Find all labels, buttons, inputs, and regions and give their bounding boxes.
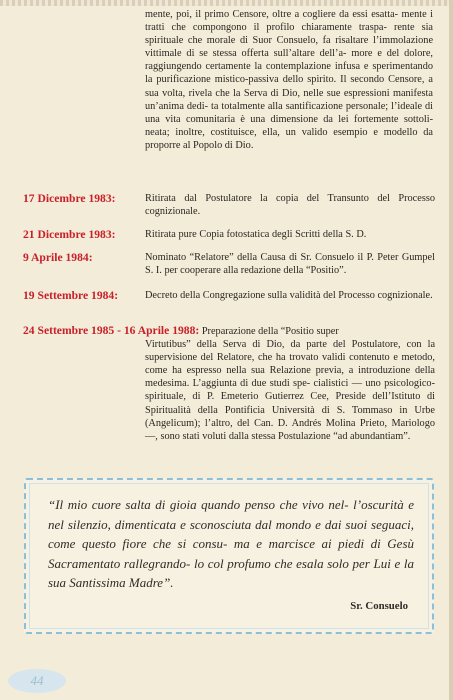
entry-date: 24 Settembre 1985 - 16 Aprile 1988:: [23, 324, 200, 337]
entry-line: Gutierrez Cee, Preside dell’Istituto di Spiritualità della: [145, 391, 435, 416]
entry-line: la supervisione del Relatore, che ha trovato validi contenuto: [145, 339, 436, 364]
entry-text: Nominato “Relatore” della Causa di Sr. Consuelo il P. Peter Gumpel S. I. per cooperare alla redazione della “Positio”.: [145, 252, 435, 277]
entry-text: Ritirata dal Postulatore la copia del Transunto del Processo cognizionale.: [145, 193, 435, 218]
entry-line: sono stati voluti dalla stessa Postulazione “ad abundantiam”.: [160, 430, 411, 442]
quote-line: l’oscurità e nel silenzio, dimenticata e sconosciuta dal: [48, 497, 415, 532]
quote-box: [24, 478, 434, 634]
quote-line: “Il mio cuore salta di gioia quando penso che vivo nel-: [48, 497, 349, 512]
quote-text: [48, 495, 414, 593]
intro-paragraph: [145, 8, 433, 152]
page-number: 44: [30, 673, 44, 688]
entry-line: l’altro, del Can. D. Andrés Molina Prieto, Mariologo —,: [145, 417, 435, 442]
intro-line: da proporre al Popolo di Dio.: [145, 126, 433, 151]
entry-line: e metodo, come ha espresso nella sua Relazione previa, a: [145, 352, 436, 377]
chronology-entry: [23, 192, 435, 218]
page-edge: [449, 0, 453, 700]
entry-date: 9 Aprile 1984:: [23, 251, 93, 264]
top-border-decoration: [0, 0, 453, 6]
entry-date: 21 Dicembre 1983:: [23, 228, 116, 241]
wide-entry-continuation: [23, 338, 435, 443]
entry-line: Pontificia Università di S. Tommaso in Urbe (Angelicum);: [145, 404, 436, 429]
entry-line: Virtutibus” della Serva di Dio, da parte del Postulatore, con: [145, 339, 422, 351]
intro-line: more e del dolore, raggiungendo certamente la contemplazione: [145, 48, 434, 73]
page-number-badge: [8, 669, 66, 693]
entry-line: cialistici — uno psicologico-spirituale, di P. Emeterio: [145, 378, 436, 403]
intro-line: rente sia spirituale che morale di Suor Consuelo, fa risaltare: [145, 22, 434, 47]
intro-line: ta totalmente alla santificazione personale; l’ideale di una: [145, 100, 433, 125]
chronology-entry-wide: [23, 324, 435, 443]
intro-line: vita comunitaria è una dimensione da lei fortemente sottoli-: [165, 113, 433, 125]
quote-author: Sr. Consuelo: [350, 600, 408, 612]
wide-entry-first-line: [23, 324, 435, 338]
quote-line: ma e marcisce ai piedi di Gesù Sacramentato rallegrando-: [48, 536, 414, 571]
entry-text: Preparazione della “Positio super: [201, 326, 339, 337]
intro-line: l’immolazione vittimale di se stessa offerta sull’altare dell’a-: [145, 35, 434, 60]
quote-line: Madre”.: [128, 575, 174, 591]
intro-line: neata; inoltre, costituisce, ella, un valido esempio e modello: [145, 126, 418, 138]
chronology-entry: [23, 228, 435, 241]
quote-line: lo col profumo che esala solo per Lui e la sua Santissima: [48, 555, 415, 591]
intro-line: infusa e sperimentando la purificazione mistico-passiva: [145, 61, 433, 86]
entry-line: introduzione della medesima. L’aggiunta di due studi spe-: [145, 365, 435, 390]
intro-line: mente i tratti che compongono il profilo chiaramente traspa-: [145, 9, 433, 34]
intro-line: mente, poi, il primo Censore, oltre a cogliere da essi esatta-: [145, 9, 399, 20]
intro-line: Serva di Dio, nelle sue espressioni manifesta un’anima dedi-: [145, 87, 433, 112]
quote-line: mondo e dai suoi seguaci, come questo fiore che si consu-: [48, 516, 415, 552]
entry-date: 19 Settembre 1984:: [23, 289, 119, 302]
entry-date: 17 Dicembre 1983:: [23, 192, 116, 205]
chronology-entry: [23, 251, 435, 277]
entry-text: Decreto della Congregazione sulla validità del Processo cognizionale.: [145, 290, 433, 301]
intro-line: dello spirito. Il secondo Censore, a sua volta, rivela che la: [145, 74, 433, 99]
entry-text: Ritirata pure Copia fotostatica degli Scritti della S. D.: [145, 229, 367, 240]
chronology-entry: [23, 289, 435, 302]
